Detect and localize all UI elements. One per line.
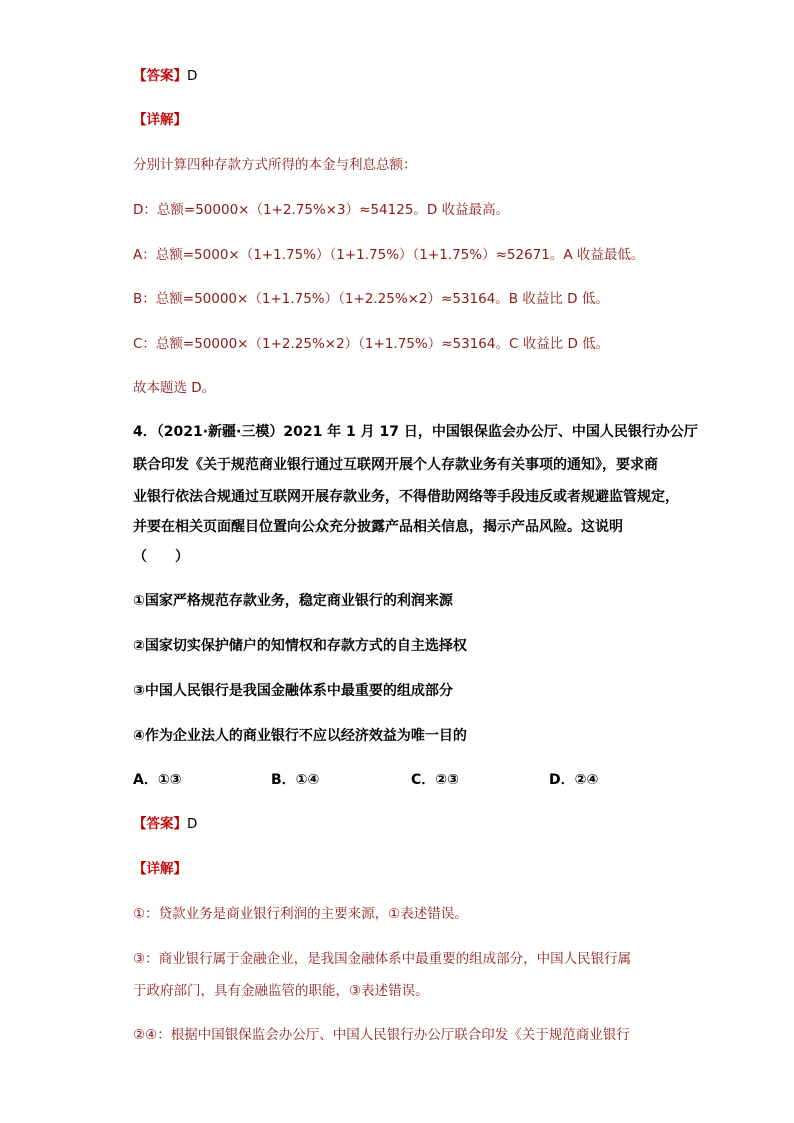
option-b: B．①④ <box>271 772 320 788</box>
detail-label-1: 【详解】 <box>133 112 187 128</box>
answer-line-2 <box>133 815 197 833</box>
question-line: 联合印发《关于规范商业银行通过互联网开展个人存款业务有关事项的通知》，要求商 <box>133 457 658 473</box>
question-line: 并要在相关页面醒目位置向公众充分披露产品相关信息，揭示产品风险。这说明 <box>133 519 623 535</box>
detail-label-2: 【详解】 <box>133 861 187 877</box>
statement-4: ④作为企业法人的商业银行不应以经济效益为唯一目的 <box>133 728 467 744</box>
conclusion-line: 故本题选 D。 <box>133 380 216 396</box>
statement-3: ③中国人民银行是我国金融体系中最重要的组成部分 <box>133 683 453 699</box>
option-a: A．①③ <box>133 772 182 788</box>
explanation-line: ③：商业银行属于金融企业，是我国金融体系中最重要的组成部分，中国人民银行属 <box>133 951 632 967</box>
explanation-line: C：总额=50000×（1+2.25%×2）（1+1.75%）≈53164。C 收益比 D 低。 <box>133 336 610 352</box>
explanation-line: ①：贷款业务是商业银行利润的主要来源，①表述错误。 <box>133 906 468 922</box>
explanation-line: B：总额=50000×（1+1.75%）（1+2.25%×2）≈53164。B 收益比 D 低。 <box>133 291 609 307</box>
statement-1: ①国家严格规范存款业务，稳定商业银行的利润来源 <box>133 593 453 609</box>
explanation-line: 分别计算四种存款方式所得的本金与利息总额： <box>133 157 417 173</box>
answer-value: D <box>187 816 198 832</box>
answer-label: 【答案】 <box>133 68 187 84</box>
explanation-line: 于政府部门，具有金融监管的职能，③表述错误。 <box>133 983 429 999</box>
option-d: D．②④ <box>549 772 599 788</box>
answer-label: 【答案】 <box>133 816 187 832</box>
question-line: 4．（2021·新疆·三模）2021 年 1 月 17 日，中国银保监会办公厅、中国人民银行办公厅 <box>133 424 698 440</box>
option-c: C．②③ <box>411 772 459 788</box>
explanation-line: A：总额=5000×（1+1.75%）（1+1.75%）（1+1.75%）≈52671。A 收益最低。 <box>133 247 645 263</box>
explanation-line: D：总额=50000×（1+2.75%×3）≈54125。D 收益最高。 <box>133 202 510 218</box>
statement-2: ②国家切实保护储户的知情权和存款方式的自主选择权 <box>133 638 467 654</box>
explanation-line: ②④：根据中国银保监会办公厅、中国人民银行办公厅联合印发《关于规范商业银行 <box>133 1027 630 1043</box>
question-blank: （ ） <box>133 549 189 565</box>
question-line: 业银行依法合规通过互联网开展存款业务，不得借助网络等手段违反或者规避监管规定， <box>133 489 679 505</box>
answer-line-1 <box>133 67 197 85</box>
answer-value: D <box>187 68 198 84</box>
